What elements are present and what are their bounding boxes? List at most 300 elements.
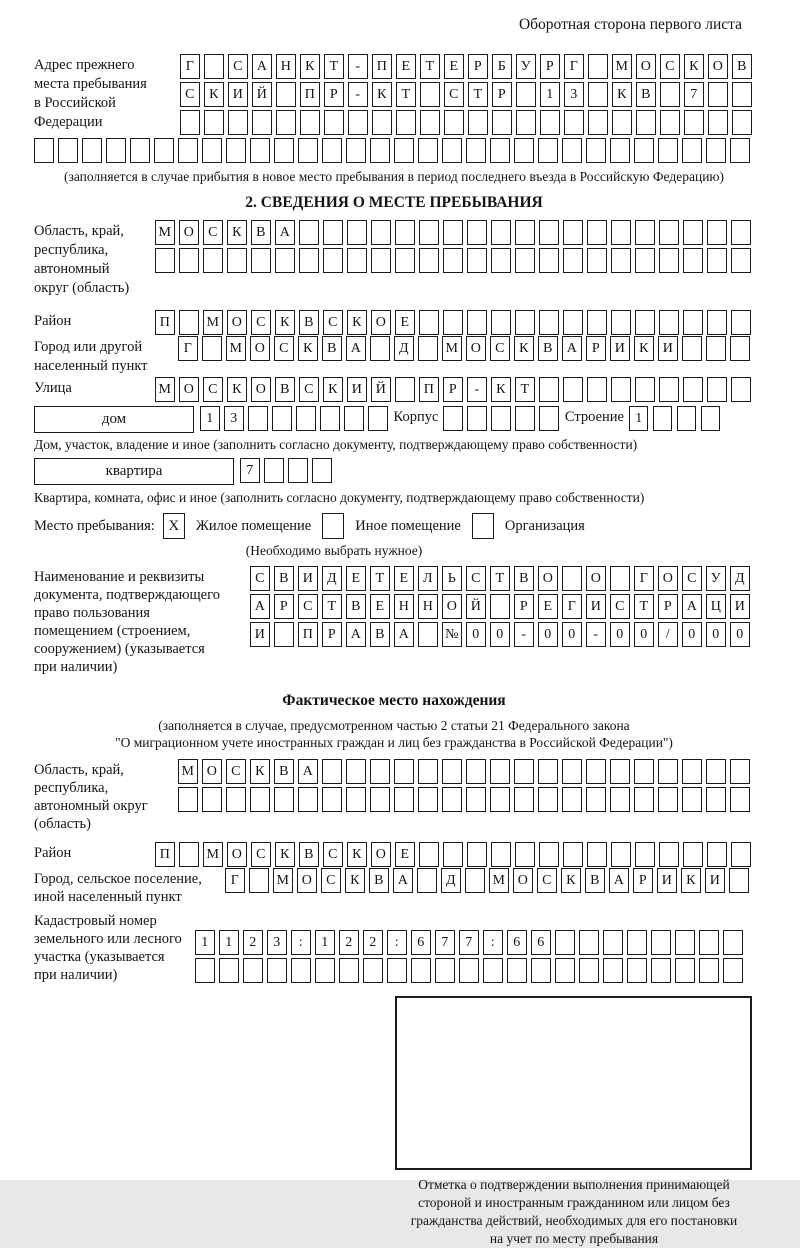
char-cell[interactable] [274,622,294,647]
char-cell[interactable] [34,138,54,163]
char-cell[interactable]: И [298,566,318,591]
char-cell[interactable] [346,787,366,812]
char-cell[interactable]: 0 [682,622,702,647]
char-cell[interactable] [706,787,726,812]
char-cell[interactable]: П [300,82,320,107]
char-cell[interactable] [320,406,340,431]
char-cell[interactable] [635,310,655,335]
char-cell[interactable]: Н [276,54,296,79]
char-cell[interactable]: 2 [339,930,359,955]
char-cell[interactable] [683,377,703,402]
char-cell[interactable] [658,787,678,812]
char-cell[interactable]: 7 [435,930,455,955]
char-cell[interactable] [707,248,727,273]
char-cell[interactable] [516,82,536,107]
char-cell[interactable] [515,248,535,273]
char-cell[interactable]: А [346,622,366,647]
char-cell[interactable] [538,138,558,163]
char-cell[interactable] [300,110,320,135]
char-cell[interactable]: Г [564,54,584,79]
char-cell[interactable] [250,138,270,163]
char-cell[interactable]: О [371,842,391,867]
char-cell[interactable]: Г [178,336,198,361]
char-cell[interactable] [610,566,630,591]
char-cell[interactable]: Н [394,594,414,619]
char-cell[interactable]: : [387,930,407,955]
char-cell[interactable] [179,842,199,867]
char-cell[interactable]: П [155,842,175,867]
char-cell[interactable] [419,248,439,273]
char-cell[interactable]: О [371,310,391,335]
char-cell[interactable] [490,787,510,812]
char-cell[interactable] [539,406,559,431]
char-cell[interactable]: М [226,336,246,361]
char-cell[interactable] [539,220,559,245]
char-cell[interactable] [296,406,316,431]
char-cell[interactable] [635,220,655,245]
char-cell[interactable] [396,110,416,135]
char-cell[interactable] [683,310,703,335]
char-cell[interactable]: Т [468,82,488,107]
char-cell[interactable] [708,110,728,135]
char-cell[interactable]: Т [490,566,510,591]
char-cell[interactable] [443,406,463,431]
char-cell[interactable] [731,310,751,335]
char-cell[interactable]: О [658,566,678,591]
char-cell[interactable] [587,310,607,335]
char-cell[interactable] [706,759,726,784]
char-cell[interactable] [635,377,655,402]
char-cell[interactable]: 1 [540,82,560,107]
char-cell[interactable] [610,759,630,784]
char-cell[interactable] [708,82,728,107]
char-cell[interactable] [562,138,582,163]
char-cell[interactable]: Р [443,377,463,402]
char-cell[interactable] [732,110,752,135]
char-cell[interactable] [418,787,438,812]
char-cell[interactable] [370,759,390,784]
char-cell[interactable] [659,248,679,273]
char-cell[interactable] [252,110,272,135]
char-cell[interactable] [682,336,702,361]
char-cell[interactable] [491,406,511,431]
char-cell[interactable] [539,310,559,335]
char-cell[interactable] [491,842,511,867]
char-cell[interactable] [363,958,383,983]
char-cell[interactable] [675,930,695,955]
char-cell[interactable] [204,110,224,135]
char-cell[interactable] [586,759,606,784]
char-cell[interactable]: Д [322,566,342,591]
char-cell[interactable] [563,842,583,867]
char-cell[interactable]: А [250,594,270,619]
char-cell[interactable] [420,82,440,107]
char-cell[interactable]: М [203,310,223,335]
char-cell[interactable]: Й [252,82,272,107]
char-cell[interactable]: О [513,868,533,893]
char-cell[interactable]: М [489,868,509,893]
char-cell[interactable]: Ь [442,566,462,591]
char-cell[interactable] [226,138,246,163]
checkbox-inoe[interactable] [322,513,344,539]
char-cell[interactable] [563,248,583,273]
char-cell[interactable]: О [442,594,462,619]
char-cell[interactable]: - [348,54,368,79]
char-cell[interactable]: Р [540,54,560,79]
char-cell[interactable]: 6 [507,930,527,955]
char-cell[interactable]: М [442,336,462,361]
char-cell[interactable] [371,220,391,245]
char-cell[interactable] [419,220,439,245]
char-cell[interactable] [683,248,703,273]
char-cell[interactable]: К [227,377,247,402]
char-cell[interactable]: И [705,868,725,893]
char-cell[interactable]: С [323,842,343,867]
char-cell[interactable]: Е [538,594,558,619]
char-cell[interactable]: 7 [240,458,260,483]
char-cell[interactable]: К [347,842,367,867]
char-cell[interactable] [443,842,463,867]
char-cell[interactable]: 7 [459,930,479,955]
char-cell[interactable]: Т [420,54,440,79]
char-cell[interactable] [677,406,697,431]
char-cell[interactable] [435,958,455,983]
char-cell[interactable]: № [442,622,462,647]
char-cell[interactable]: Б [492,54,512,79]
char-cell[interactable] [347,220,367,245]
char-cell[interactable] [731,248,751,273]
char-cell[interactable]: О [179,220,199,245]
char-cell[interactable] [731,220,751,245]
char-cell[interactable]: С [660,54,680,79]
char-cell[interactable]: Й [466,594,486,619]
char-cell[interactable] [251,248,271,273]
char-cell[interactable]: Р [633,868,653,893]
char-cell[interactable]: О [250,336,270,361]
char-cell[interactable] [579,958,599,983]
char-cell[interactable] [322,787,342,812]
char-cell[interactable]: С [466,566,486,591]
char-cell[interactable] [368,406,388,431]
char-cell[interactable] [348,110,368,135]
char-cell[interactable] [467,220,487,245]
char-cell[interactable] [515,310,535,335]
char-cell[interactable]: Е [394,566,414,591]
char-cell[interactable] [491,220,511,245]
char-cell[interactable] [299,248,319,273]
char-cell[interactable]: С [490,336,510,361]
char-cell[interactable]: И [730,594,750,619]
char-cell[interactable]: Р [658,594,678,619]
char-cell[interactable] [444,110,464,135]
char-cell[interactable]: А [394,622,414,647]
char-cell[interactable]: К [275,310,295,335]
char-cell[interactable]: П [419,377,439,402]
char-cell[interactable] [467,248,487,273]
char-cell[interactable] [491,248,511,273]
char-cell[interactable]: Т [515,377,535,402]
char-cell[interactable]: К [514,336,534,361]
char-cell[interactable] [490,594,510,619]
char-cell[interactable] [298,138,318,163]
char-cell[interactable] [683,220,703,245]
char-cell[interactable] [490,759,510,784]
char-cell[interactable] [659,377,679,402]
char-cell[interactable] [411,958,431,983]
char-cell[interactable] [682,759,702,784]
char-cell[interactable]: К [634,336,654,361]
char-cell[interactable]: О [227,310,247,335]
char-cell[interactable]: В [370,622,390,647]
char-cell[interactable]: 7 [684,82,704,107]
char-cell[interactable] [202,336,222,361]
char-cell[interactable]: А [252,54,272,79]
char-cell[interactable] [707,310,727,335]
char-cell[interactable] [339,958,359,983]
char-cell[interactable] [274,138,294,163]
char-cell[interactable] [323,248,343,273]
char-cell[interactable]: : [483,930,503,955]
char-cell[interactable]: Р [468,54,488,79]
char-cell[interactable]: 0 [706,622,726,647]
char-cell[interactable] [723,958,743,983]
char-cell[interactable]: И [228,82,248,107]
char-cell[interactable] [288,458,308,483]
char-cell[interactable]: У [706,566,726,591]
char-cell[interactable]: М [155,377,175,402]
char-cell[interactable]: К [275,842,295,867]
char-cell[interactable]: С [226,759,246,784]
char-cell[interactable]: А [298,759,318,784]
char-cell[interactable] [394,787,414,812]
char-cell[interactable]: Е [444,54,464,79]
char-cell[interactable]: 0 [562,622,582,647]
char-cell[interactable] [563,377,583,402]
char-cell[interactable]: П [298,622,318,647]
char-cell[interactable] [540,110,560,135]
char-cell[interactable] [563,310,583,335]
char-cell[interactable]: С [299,377,319,402]
char-cell[interactable]: С [537,868,557,893]
char-cell[interactable] [466,138,486,163]
char-cell[interactable]: С [274,336,294,361]
char-cell[interactable] [248,406,268,431]
char-cell[interactable]: В [538,336,558,361]
char-cell[interactable] [507,958,527,983]
char-cell[interactable]: Т [324,54,344,79]
char-cell[interactable] [203,248,223,273]
char-cell[interactable]: А [609,868,629,893]
char-cell[interactable] [610,787,630,812]
char-cell[interactable]: А [275,220,295,245]
char-cell[interactable]: О [297,868,317,893]
char-cell[interactable] [699,958,719,983]
char-cell[interactable] [730,787,750,812]
char-cell[interactable] [587,377,607,402]
char-cell[interactable]: 2 [243,930,263,955]
char-cell[interactable] [683,842,703,867]
char-cell[interactable] [514,759,534,784]
char-cell[interactable] [346,759,366,784]
char-cell[interactable] [684,110,704,135]
char-cell[interactable]: И [250,622,270,647]
char-cell[interactable] [395,248,415,273]
char-cell[interactable] [420,110,440,135]
char-cell[interactable]: Н [418,594,438,619]
char-cell[interactable]: О [708,54,728,79]
char-cell[interactable]: / [658,622,678,647]
char-cell[interactable]: П [155,310,175,335]
char-cell[interactable]: В [636,82,656,107]
char-cell[interactable]: О [179,377,199,402]
char-cell[interactable]: Г [225,868,245,893]
char-cell[interactable] [706,138,726,163]
char-cell[interactable] [276,110,296,135]
char-cell[interactable] [243,958,263,983]
char-cell[interactable] [467,310,487,335]
char-cell[interactable] [442,138,462,163]
char-cell[interactable]: Е [395,842,415,867]
char-cell[interactable]: П [372,54,392,79]
char-cell[interactable]: Е [370,594,390,619]
char-cell[interactable] [219,958,239,983]
char-cell[interactable] [562,759,582,784]
char-cell[interactable] [466,759,486,784]
char-cell[interactable] [514,787,534,812]
char-cell[interactable] [467,406,487,431]
char-cell[interactable]: В [274,566,294,591]
char-cell[interactable] [387,958,407,983]
char-cell[interactable]: К [347,310,367,335]
char-cell[interactable] [418,759,438,784]
char-cell[interactable] [299,220,319,245]
char-cell[interactable]: В [322,336,342,361]
char-cell[interactable]: К [345,868,365,893]
char-cell[interactable] [603,958,623,983]
char-cell[interactable] [660,82,680,107]
char-cell[interactable] [443,220,463,245]
char-cell[interactable] [312,458,332,483]
char-cell[interactable]: С [180,82,200,107]
char-cell[interactable] [564,110,584,135]
char-cell[interactable]: - [514,622,534,647]
char-cell[interactable] [322,759,342,784]
char-cell[interactable] [515,406,535,431]
char-cell[interactable]: - [586,622,606,647]
char-cell[interactable] [371,248,391,273]
char-cell[interactable]: - [467,377,487,402]
char-cell[interactable] [603,930,623,955]
char-cell[interactable]: Е [395,310,415,335]
char-cell[interactable]: К [323,377,343,402]
char-cell[interactable]: Р [492,82,512,107]
char-cell[interactable] [58,138,78,163]
char-cell[interactable] [538,787,558,812]
char-cell[interactable] [682,138,702,163]
char-cell[interactable] [730,336,750,361]
char-cell[interactable] [562,787,582,812]
char-cell[interactable] [707,377,727,402]
char-cell[interactable]: Е [346,566,366,591]
char-cell[interactable] [418,622,438,647]
char-cell[interactable] [418,138,438,163]
char-cell[interactable] [249,868,269,893]
char-cell[interactable] [370,138,390,163]
char-cell[interactable] [106,138,126,163]
char-cell[interactable] [611,310,631,335]
char-cell[interactable] [635,842,655,867]
char-cell[interactable]: : [291,930,311,955]
char-cell[interactable]: В [585,868,605,893]
char-cell[interactable]: 6 [531,930,551,955]
char-cell[interactable] [204,54,224,79]
char-cell[interactable] [490,138,510,163]
char-cell[interactable] [442,759,462,784]
char-cell[interactable]: К [250,759,270,784]
char-cell[interactable] [275,248,295,273]
char-cell[interactable] [465,868,485,893]
char-cell[interactable]: Г [634,566,654,591]
char-cell[interactable]: Т [396,82,416,107]
char-cell[interactable] [372,110,392,135]
char-cell[interactable] [612,110,632,135]
char-cell[interactable] [658,759,678,784]
char-cell[interactable] [579,930,599,955]
char-cell[interactable]: К [372,82,392,107]
char-cell[interactable]: Р [586,336,606,361]
char-cell[interactable] [228,110,248,135]
char-cell[interactable] [730,138,750,163]
char-cell[interactable]: 2 [363,930,383,955]
char-cell[interactable]: И [657,868,677,893]
char-cell[interactable] [659,310,679,335]
char-cell[interactable]: 0 [490,622,510,647]
char-cell[interactable]: Р [274,594,294,619]
char-cell[interactable] [417,868,437,893]
char-cell[interactable] [627,958,647,983]
char-cell[interactable] [651,958,671,983]
char-cell[interactable] [587,220,607,245]
char-cell[interactable] [250,787,270,812]
char-cell[interactable] [394,759,414,784]
char-cell[interactable] [539,842,559,867]
char-cell[interactable]: И [586,594,606,619]
char-cell[interactable]: С [251,310,271,335]
char-cell[interactable] [315,958,335,983]
char-cell[interactable]: И [347,377,367,402]
char-cell[interactable]: М [155,220,175,245]
char-cell[interactable] [154,138,174,163]
char-cell[interactable] [611,220,631,245]
char-cell[interactable] [226,787,246,812]
char-cell[interactable] [322,138,342,163]
char-cell[interactable] [653,406,673,431]
char-cell[interactable]: У [516,54,536,79]
char-cell[interactable]: А [562,336,582,361]
char-cell[interactable]: К [491,377,511,402]
char-cell[interactable]: Р [324,82,344,107]
char-cell[interactable] [459,958,479,983]
char-cell[interactable]: К [298,336,318,361]
char-cell[interactable] [682,787,702,812]
char-cell[interactable]: Т [634,594,654,619]
char-cell[interactable]: О [251,377,271,402]
char-cell[interactable] [723,930,743,955]
char-cell[interactable] [539,248,559,273]
char-cell[interactable] [466,787,486,812]
char-cell[interactable] [610,138,630,163]
char-cell[interactable]: К [300,54,320,79]
